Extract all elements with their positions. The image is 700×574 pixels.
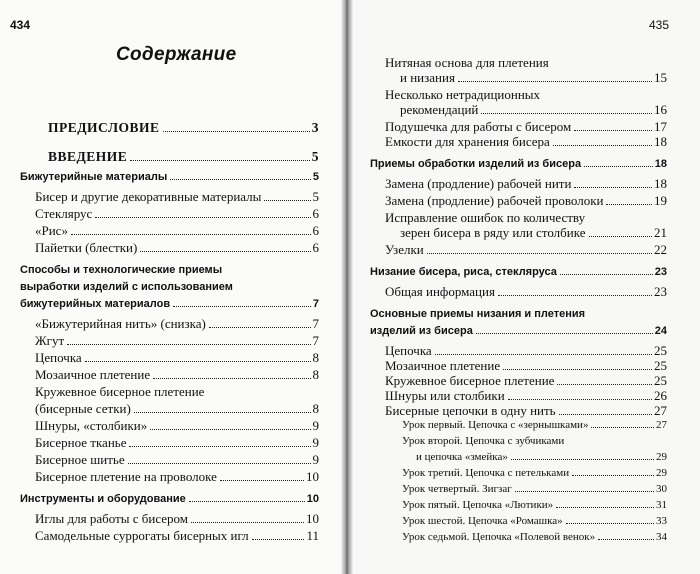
toc-entry-page: 29 xyxy=(656,467,667,479)
toc-entry xyxy=(20,350,319,365)
toc-section-heading-line: Основные приемы низания и плетения xyxy=(370,308,586,320)
toc-entry-page: 29 xyxy=(656,451,667,463)
toc-section-heading xyxy=(20,297,319,312)
toc-entry-page: 3 xyxy=(311,120,319,135)
toc-entry xyxy=(370,119,667,134)
toc-entry-page: 18 xyxy=(654,176,667,191)
toc-entry-label: рекомендаций xyxy=(400,102,479,117)
dot-leader xyxy=(598,539,654,540)
dot-leader xyxy=(498,295,652,296)
dot-leader xyxy=(566,523,654,524)
toc-entry-label: Бисерное шитье xyxy=(35,452,125,467)
toc-entry xyxy=(370,70,667,85)
right-page-number: 435 xyxy=(649,18,670,32)
dot-leader xyxy=(481,113,652,114)
toc-entry-label: Замена (продление) рабочей проволоки xyxy=(385,193,604,208)
toc-left-column xyxy=(20,120,319,543)
toc-entry-label: Пайетки (блестки) xyxy=(35,240,138,255)
dot-leader xyxy=(556,507,654,508)
toc-entry-line: Нитяная основа для плетения xyxy=(385,55,549,70)
toc-entry-label: ВВЕДЕНИЕ xyxy=(48,149,128,164)
toc-entry-label: Бисерное тканье xyxy=(35,435,127,450)
toc-entry-label: и цепочка «змейка» xyxy=(416,451,508,463)
toc-entry xyxy=(370,403,667,418)
toc-section-heading xyxy=(370,157,667,172)
toc-entry-page: 16 xyxy=(654,102,667,117)
dot-leader xyxy=(553,145,652,146)
toc-entry-introduction xyxy=(20,149,319,164)
toc-entry-label: Стеклярус xyxy=(35,206,93,221)
toc-entry-page: 17 xyxy=(654,119,667,134)
toc-entry xyxy=(370,284,667,299)
toc-entry xyxy=(370,193,667,208)
toc-entry-page: 23 xyxy=(654,266,667,278)
toc-entry xyxy=(20,452,319,467)
toc-entry-label: Узелки xyxy=(385,242,424,257)
toc-section-heading xyxy=(370,324,667,339)
dot-leader xyxy=(85,361,311,362)
dot-leader xyxy=(220,480,304,481)
toc-entry-page: 6 xyxy=(312,206,319,221)
toc-section-heading xyxy=(370,265,667,280)
dot-leader xyxy=(140,251,310,252)
toc-entry-page: 25 xyxy=(654,343,667,358)
toc-entry xyxy=(20,333,319,348)
dot-leader xyxy=(128,463,311,464)
toc-entry-page: 22 xyxy=(654,242,667,257)
toc-entry xyxy=(20,223,319,238)
toc-entry-page: 34 xyxy=(656,531,667,543)
toc-entry-page: 5 xyxy=(311,149,319,164)
toc-entry-page: 26 xyxy=(654,388,667,403)
toc-entry xyxy=(370,358,667,373)
toc-entry xyxy=(20,469,319,484)
dot-leader xyxy=(572,475,654,476)
toc-lesson-entry xyxy=(370,530,667,544)
left-page-number: 434 xyxy=(10,18,31,32)
dot-leader xyxy=(574,187,652,188)
toc-entry-label: Бисер и другие декоративные материалы xyxy=(35,189,262,204)
toc-entry xyxy=(370,388,667,403)
toc-entry-page: 18 xyxy=(654,134,667,149)
dot-leader xyxy=(252,539,305,540)
toc-entry-label: Инструменты и оборудование xyxy=(20,493,186,505)
toc-entry-label: Приемы обработки изделий из бисера xyxy=(370,158,582,170)
toc-entry-label: Урок третий. Цепочка с петельками xyxy=(402,467,570,479)
book-gutter xyxy=(341,0,353,574)
toc-entry-label: Мозаичное плетение xyxy=(35,367,151,382)
toc-entry-page: 24 xyxy=(654,325,667,337)
toc-entry-page: 10 xyxy=(306,493,319,505)
toc-entry-page: 23 xyxy=(654,284,667,299)
toc-entry-label: Низание бисера, риса, стекляруса xyxy=(370,266,557,278)
toc-entry-label: Шнуры, «столбики» xyxy=(35,418,148,433)
toc-entry-page: 6 xyxy=(312,223,319,238)
toc-entry-page: 8 xyxy=(312,401,319,416)
toc-entry xyxy=(370,373,667,388)
toc-entry-label: ПРЕДИСЛОВИЕ xyxy=(48,120,160,135)
toc-entry-line: Исправление ошибок по количеству xyxy=(385,210,586,225)
dot-leader xyxy=(503,369,652,370)
toc-lesson-entry xyxy=(370,514,667,528)
toc-entry xyxy=(370,343,667,358)
toc-entry-page: 21 xyxy=(654,225,667,240)
dot-leader xyxy=(67,344,310,345)
dot-leader xyxy=(591,427,654,428)
toc-entry-label: «Рис» xyxy=(35,223,68,238)
toc-entry-label: Емкости для хранения бисера xyxy=(385,134,550,149)
toc-entry xyxy=(370,225,667,240)
toc-entry xyxy=(370,102,667,117)
dot-leader xyxy=(427,253,652,254)
dot-leader xyxy=(559,414,652,415)
dot-leader xyxy=(173,306,311,307)
toc-entry xyxy=(370,134,667,149)
toc-entry xyxy=(20,240,319,255)
dot-leader xyxy=(511,459,654,460)
toc-entry-page: 5 xyxy=(312,189,319,204)
toc-entry-label: Иглы для работы с бисером xyxy=(35,511,189,526)
toc-entry-page: 8 xyxy=(312,350,319,365)
dot-leader xyxy=(574,130,652,131)
toc-entry-page: 11 xyxy=(306,528,319,543)
dot-leader xyxy=(191,522,304,523)
toc-right-column xyxy=(370,55,667,544)
toc-section-heading-line: Способы и технологические приемы xyxy=(20,264,223,276)
toc-entry-page: 31 xyxy=(656,499,667,511)
toc-entry-label: и низания xyxy=(400,70,455,85)
toc-entry xyxy=(20,435,319,450)
toc-entry-label: (бисерные сетки) xyxy=(35,401,131,416)
toc-entry-label: Бисерные цепочки в одну нить xyxy=(385,403,556,418)
dot-leader xyxy=(71,234,311,235)
toc-entry-page: 18 xyxy=(654,158,667,170)
toc-entry-label: Мозаичное плетение xyxy=(385,358,501,373)
toc-entry xyxy=(20,418,319,433)
toc-entry-label: Бижутерийные материалы xyxy=(20,171,168,183)
dot-leader xyxy=(95,217,310,218)
toc-entry-label: Замена (продление) рабочей нити xyxy=(385,176,572,191)
toc-lesson-entry xyxy=(370,450,667,464)
toc-entry-label: Самодельные суррогаты бисерных игл xyxy=(35,528,249,543)
dot-leader xyxy=(515,491,654,492)
toc-entry-label: зерен бисера в ряду или столбике xyxy=(400,225,586,240)
toc-entry-label: Урок четвертый. Зигзаг xyxy=(402,483,512,495)
toc-entry-label: Урок первый. Цепочка с «зернышками» xyxy=(402,419,589,431)
toc-entry-preface xyxy=(20,120,319,135)
toc-entry-page: 10 xyxy=(306,469,319,484)
toc-entry-label: Урок шестой. Цепочка «Ромашка» xyxy=(402,515,563,527)
toc-entry xyxy=(20,401,319,416)
toc-entry-page: 25 xyxy=(654,358,667,373)
toc-entry-label: бижутерийных материалов xyxy=(20,298,171,310)
dot-leader xyxy=(134,412,311,413)
toc-lesson-line: Урок второй. Цепочка с зубчиками xyxy=(402,435,565,447)
dot-leader xyxy=(209,327,311,328)
toc-entry-label: Бисерное плетение на проволоке xyxy=(35,469,217,484)
toc-lesson-entry xyxy=(370,466,667,480)
dot-leader xyxy=(584,166,653,167)
toc-entry-page: 27 xyxy=(654,403,667,418)
toc-entry-page: 27 xyxy=(656,419,667,431)
toc-entry xyxy=(370,242,667,257)
toc-entry-label: Жгут xyxy=(35,333,65,348)
toc-entry-page: 30 xyxy=(656,483,667,495)
toc-entry-label: Цепочка xyxy=(35,350,82,365)
toc-entry-page: 9 xyxy=(312,418,319,433)
toc-entry-line: Несколько нетрадиционных xyxy=(385,87,541,102)
dot-leader xyxy=(189,501,305,502)
toc-entry xyxy=(20,528,319,543)
dot-leader xyxy=(150,429,310,430)
toc-entry-label: Общая информация xyxy=(385,284,495,299)
toc-entry-page: 8 xyxy=(312,367,319,382)
toc-lesson-entry xyxy=(370,498,667,512)
toc-entry xyxy=(20,367,319,382)
dot-leader xyxy=(170,179,311,180)
dot-leader xyxy=(153,378,310,379)
dot-leader xyxy=(163,131,310,132)
toc-lesson-entry xyxy=(370,418,667,432)
toc-section-heading xyxy=(20,170,319,185)
toc-entry-label: Цепочка xyxy=(385,343,432,358)
dot-leader xyxy=(606,204,652,205)
dot-leader xyxy=(557,384,652,385)
dot-leader xyxy=(435,354,652,355)
toc-entry-page: 5 xyxy=(312,171,319,183)
toc-entry-label: Кружевное бисерное плетение xyxy=(385,373,555,388)
toc-entry xyxy=(20,206,319,221)
toc-entry-page: 9 xyxy=(312,452,319,467)
toc-entry-label: Урок седьмой. Цепочка «Полевой венок» xyxy=(402,531,596,543)
toc-entry-label: Урок пятый. Цепочка «Лютики» xyxy=(402,499,554,511)
dot-leader xyxy=(560,274,653,275)
toc-entry-label: изделий из бисера xyxy=(370,325,473,337)
toc-entry-line: Кружевное бисерное плетение xyxy=(35,384,205,399)
toc-entry-page: 15 xyxy=(654,70,667,85)
toc-entry xyxy=(20,316,319,331)
dot-leader xyxy=(476,333,653,334)
toc-entry-page: 25 xyxy=(654,373,667,388)
dot-leader xyxy=(264,200,310,201)
toc-section-heading-line: выработки изделий с использованием xyxy=(20,281,233,293)
dot-leader xyxy=(458,81,652,82)
toc-entry-page: 7 xyxy=(312,316,319,331)
toc-entry-label: Подушечка для работы с бисером xyxy=(385,119,572,134)
page-title: Содержание xyxy=(116,44,237,65)
toc-entry-page: 10 xyxy=(306,511,319,526)
toc-section-heading xyxy=(20,492,319,507)
toc-entry-page: 33 xyxy=(656,515,667,527)
dot-leader xyxy=(589,236,653,237)
toc-lesson-entry xyxy=(370,482,667,496)
toc-entry-label: Шнуры или столбики xyxy=(385,388,505,403)
toc-entry xyxy=(370,176,667,191)
toc-entry-page: 6 xyxy=(312,240,319,255)
dot-leader xyxy=(130,160,309,161)
toc-entry xyxy=(20,511,319,526)
toc-entry-page: 7 xyxy=(312,333,319,348)
toc-entry-page: 19 xyxy=(654,193,667,208)
toc-entry-page: 9 xyxy=(312,435,319,450)
toc-entry-page: 7 xyxy=(312,298,319,310)
dot-leader xyxy=(129,446,310,447)
dot-leader xyxy=(508,399,652,400)
toc-entry xyxy=(20,189,319,204)
toc-entry-label: «Бижутерийная нить» (снизка) xyxy=(35,316,206,331)
